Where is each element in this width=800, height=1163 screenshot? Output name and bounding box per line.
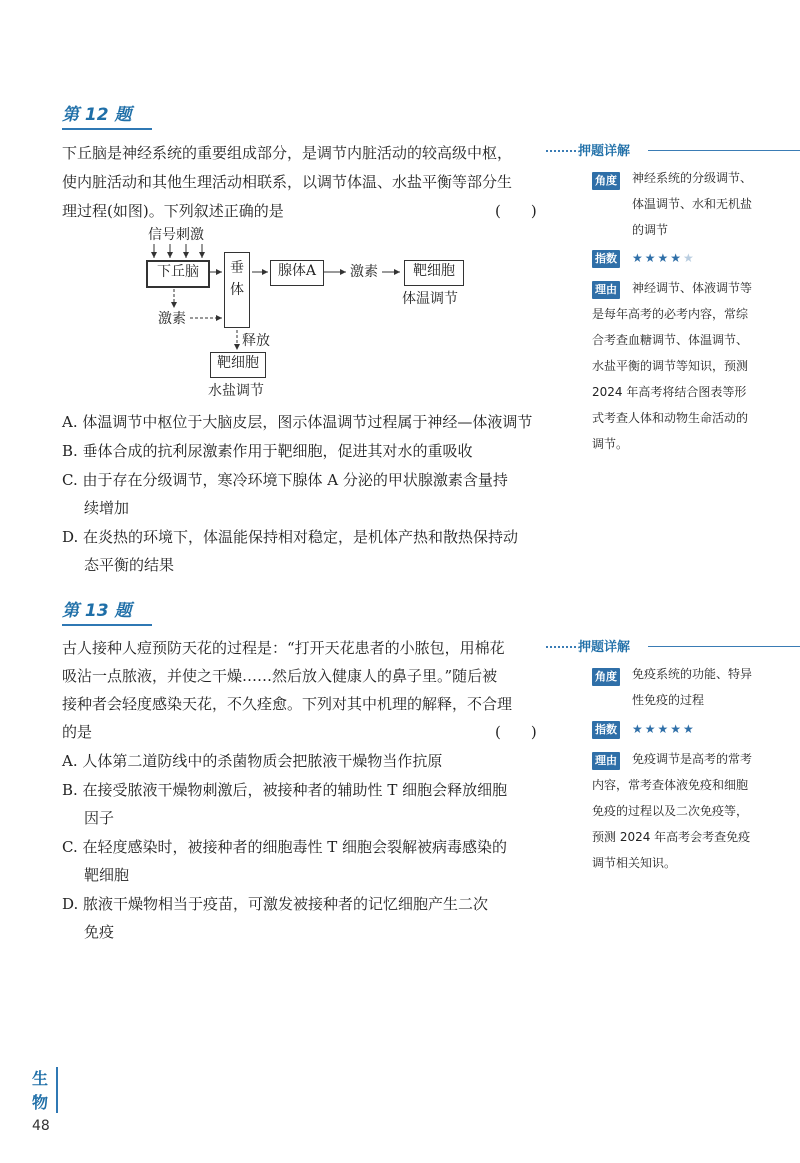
reason-tag: 理由	[592, 281, 620, 299]
angle-text: 的调节	[632, 223, 669, 237]
difficulty-stars	[632, 251, 696, 265]
side-title-rule	[648, 646, 800, 647]
q13-stem-line: 吸沾一点脓液，并使之干燥……然后放入健康人的鼻子里。”随后被	[62, 667, 498, 685]
difficulty-stars	[632, 722, 696, 736]
side-title-text: 押题详解	[578, 640, 631, 655]
q13-stem-line: 接种者会轻度感染天花，不久痊愈。下列对其中机理的解释，不合理	[62, 695, 513, 713]
q12-side-title	[546, 140, 776, 160]
reason-tag: 理由	[592, 752, 620, 770]
diagram-glandA-box: 腺体A	[270, 260, 324, 286]
diagram-release-label: 释放	[242, 333, 270, 349]
q13-answer-paren: ( )	[495, 723, 537, 741]
diagram-water-label: 水盐调节	[208, 383, 264, 399]
star-icon: ★★★★	[632, 251, 684, 265]
angle-text: 神经系统的分级调节、	[632, 171, 753, 185]
q12-stem-line: 使内脏活动和其他生理活动相联系，以调节体温、水盐平衡等部分生	[62, 173, 513, 191]
q13-option-c-cont: 靶细胞	[84, 866, 130, 884]
footer-divider	[56, 1067, 58, 1113]
q13-option-b: B. 在接受脓液干燥物刺激后，被接种者的辅助性 T 细胞会释放细胞	[62, 781, 508, 799]
q12-stem-line: 下丘脑是神经系统的重要组成部分，是调节内脏活动的较高级中枢，	[62, 144, 513, 162]
star-empty-icon: ★	[683, 251, 696, 265]
index-tag: 指数	[592, 721, 620, 739]
reason-text: 预测 2024 年高考会考查免疫	[592, 830, 751, 844]
q12-heading: 第 12 题	[62, 100, 152, 130]
q12-option-d: D. 在炎热的环境下，体温能保持相对稳定，是机体产热和散热保持动	[62, 528, 519, 546]
q12-option-d-cont: 态平衡的结果	[84, 556, 175, 574]
q12-stem-line: 理过程(如图)。下列叙述正确的是	[62, 202, 284, 220]
diagram-target-cell-box: 靶细胞	[210, 352, 266, 378]
reason-text: 免疫的过程以及二次免疫等，	[592, 804, 749, 818]
angle-text: 性免疫的过程	[632, 693, 705, 707]
index-tag: 指数	[592, 250, 620, 268]
reason-text: 免疫调节是高考的常考	[632, 752, 753, 766]
q12-diagram	[130, 222, 490, 402]
angle-text: 体温调节、水和无机盐	[632, 197, 753, 211]
diagram-pituitary-box: 垂体	[224, 252, 250, 328]
q13-option-a: A. 人体第二道防线中的杀菌物质会把脓液干燥物当作抗原	[62, 752, 443, 770]
dotted-leader	[546, 150, 576, 152]
star-icon: ★★★★★	[632, 722, 696, 736]
subject-label: 物	[32, 1093, 49, 1112]
reason-text: 式考查人体和动物生命活动的	[592, 411, 749, 425]
reason-text: 神经调节、体液调节等	[632, 281, 753, 295]
q12-option-b: B. 垂体合成的抗利尿激素作用于靶细胞，促进其对水的重吸收	[62, 442, 473, 460]
diagram-hormone-label: 激素	[350, 264, 378, 280]
diagram-thermo-label: 体温调节	[402, 291, 458, 307]
reason-text: 是每年高考的必考内容，常综	[592, 307, 749, 321]
side-title-text: 押题详解	[578, 144, 631, 159]
angle-tag: 角度	[592, 172, 620, 190]
subject-label: 生	[32, 1069, 49, 1088]
q13-side-title	[546, 636, 776, 656]
q13-option-d-cont: 免疫	[84, 923, 115, 941]
q12-option-a: A. 体温调节中枢位于大脑皮层，图示体温调节过程属于神经—体液调节	[62, 413, 533, 431]
page-number: 48	[32, 1118, 50, 1134]
q13-stem-line: 的是	[62, 723, 93, 741]
angle-tag: 角度	[592, 668, 620, 686]
q13-option-c: C. 在轻度感染时，被接种者的细胞毒性 T 细胞会裂解被病毒感染的	[62, 838, 508, 856]
diagram-hypothalamus-box: 下丘脑	[146, 260, 210, 288]
q12-option-c: C. 由于存在分级调节，寒冷环境下腺体 A 分泌的甲状腺激素含量持	[62, 471, 508, 489]
q13-stem-line: 古人接种人痘预防天花的过程是：“打开天花患者的小脓包，用棉花	[62, 639, 505, 657]
q13-heading: 第 13 题	[62, 596, 152, 626]
q12-option-c-cont: 续增加	[84, 499, 130, 517]
diagram-target-cell-box: 靶细胞	[404, 260, 464, 286]
dotted-leader	[546, 646, 576, 648]
reason-text: 水盐平衡的调节等知识，预测	[592, 359, 749, 373]
reason-text: 调节。	[592, 437, 629, 451]
diagram-signal-label: 信号刺激	[148, 227, 204, 243]
side-title-rule	[648, 150, 800, 151]
q12-answer-paren: ( )	[495, 202, 537, 220]
diagram-hormone-label: 激素	[158, 311, 186, 327]
reason-text: 调节相关知识。	[592, 856, 677, 870]
q13-option-d: D. 脓液干燥物相当于疫苗，可激发被接种者的记忆细胞产生二次	[62, 895, 489, 913]
q13-option-b-cont: 因子	[84, 809, 115, 827]
reason-text: 内容，常考查体液免疫和细胞	[592, 778, 749, 792]
reason-text: 2024 年高考将结合图表等形	[592, 385, 747, 399]
reason-text: 合考查血糖调节、体温调节、	[592, 333, 749, 347]
angle-text: 免疫系统的功能、特异	[632, 667, 753, 681]
